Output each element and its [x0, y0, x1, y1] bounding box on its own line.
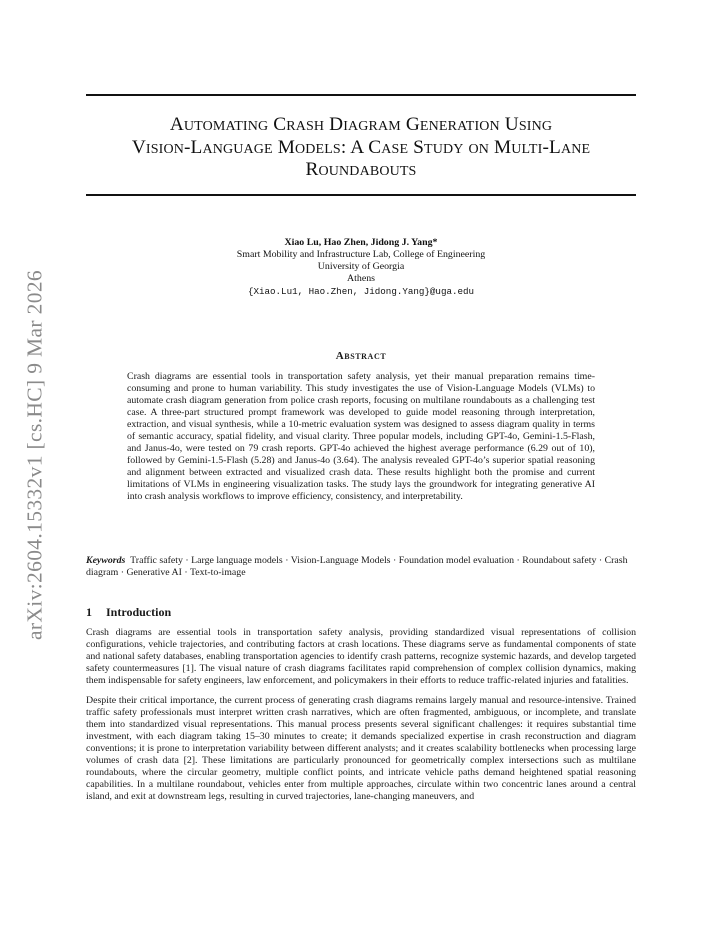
keywords-label: Keywords	[86, 555, 126, 566]
intro-paragraph-1: Crash diagrams are essential tools in transportation safety analysis, providing standardized visual representations of collision configurations, vehicle trajectories, and contributing factors at crash locations. These diagrams serve as fundamental components of state and national safety databases, enabling transportation agencies to identify crash patterns, recognize systemic hazards, and develop targeted safety countermeasures [1]. The visual nature of crash diagrams facilitates rapid comprehension of complex collision dynamics, making them indispensable for safety engineers, law enforcement, and policymakers in their efforts to reduce traffic-related injuries and fatalities.	[86, 627, 636, 686]
title-bottom-rule	[86, 194, 636, 196]
author-city: Athens	[347, 273, 375, 285]
author-affiliation: Smart Mobility and Infrastructure Lab, College of Engineering	[236, 249, 486, 261]
abstract-text: Crash diagrams are essential tools in transportation safety analysis, yet their manual preparation remains time-consuming and prone to human variability. This study investigates the use of Vision-Language Models (VLMs) to automate crash diagram generation from police crash reports, focusing on multilane roundabouts as a challenging test case. A three-part structured prompt framework was developed to guide model reasoning through interpretation, extraction, and visual synthesis, while a 10-metric evaluation system was designed to assess diagram quality in terms of semantic accuracy, spatial fidelity, and visual clarity. Three popular models, including GPT-4o, Gemini-1.5-Flash, and Janus-4o, were tested on 79 crash reports. GPT-4o achieved the highest average performance (6.29 out of 10), followed by Gemini-1.5-Flash (5.28) and Janus-4o (3.64). The analysis revealed GPT-4o’s superior spatial reasoning and alignment between extracted and visualized crash data. These results highlight both the promise and current limitations of VLMs in engineering visualization tasks. The study lays the groundwork for integrating generative AI into crash analysis workflows to improve efficiency, consistency, and interpretability.	[127, 371, 595, 502]
intro-paragraph-2: Despite their critical importance, the current process of generating crash diagrams remains largely manual and resource-intensive. Trained traffic safety professionals must interpret written crash narratives, which are often fragmented, ambiguous, or incomplete, and translate them into standardized visual representations. This manual process presents several significant challenges: it requires substantial time investment, with each diagram taking 15–30 minutes to create; it demands specialized expertise in crash reconstruction and diagram conventions; it is prone to interpretation variability between different analysts; and it creates scalability bottlenecks when processing large volumes of crash data [2]. These limitations are particularly pronounced for geometrically complex intersections such as multilane roundabouts, where the circular geometry, multiple conflict points, and intricate vehicle paths demand heightened spatial reasoning capabilities. In a multilane roundabout, vehicles enter from multiple approaches, circulate within two concentric lanes around a central island, and exit at downstream legs, resulting in curved trajectories, lane-changing maneuvers, and	[86, 695, 636, 802]
title-top-rule	[86, 94, 636, 96]
author-names: Xiao Lu, Hao Zhen, Jidong J. Yang*	[284, 237, 438, 248]
section-heading-introduction	[86, 605, 171, 620]
author-block	[86, 237, 636, 298]
section-title: Introduction	[106, 605, 172, 619]
arxiv-identifier-stamp: arXiv:2604.15332v1 [cs.HC] 9 Mar 2026	[22, 269, 47, 641]
keywords-text: Traffic safety · Large language models · Vision-Language Models · Foundation model evaluation · Roundabout safety · Crash diagram · Generative AI · Text-to-image	[86, 555, 628, 578]
abstract-heading: Abstract	[335, 350, 387, 362]
title-line-3: Roundabouts	[305, 159, 417, 180]
paper-title	[86, 114, 636, 182]
author-university: University of Georgia	[317, 261, 405, 273]
title-line-1: Automating Crash Diagram Generation Using	[169, 114, 553, 135]
keywords-line	[86, 555, 636, 579]
title-line-2: Vision-Language Models: A Case Study on Multi-Lane	[131, 136, 591, 158]
section-number: 1	[86, 605, 92, 619]
author-email: {Xiao.Lu1, Hao.Zhen, Jidong.Yang}@uga.edu	[247, 286, 475, 298]
